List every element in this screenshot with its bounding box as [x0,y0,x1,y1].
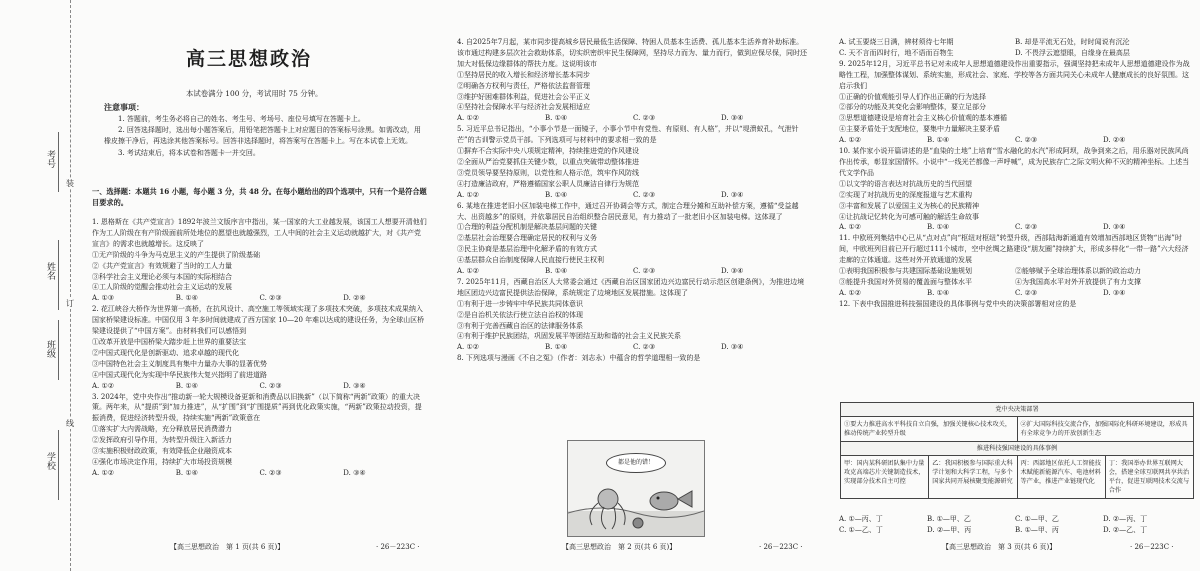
school-label: 学校 [45,452,55,470]
cut-line [70,0,71,571]
table-cell: ②扩大国际科技交流合作，加强国际化科研环境建设，形成具有全球竞争力的开放创新生态 [1020,421,1188,437]
option: D. ③④ [721,343,744,352]
statement: ④让抗战记忆转化为可感可触的解活生命故事 [839,212,979,221]
statement-pair [839,277,1191,288]
option: A. ①② [457,190,480,199]
option: B. ①④ [545,343,568,352]
statement: ②全面从严治党要抓住关键少数，以重点突破带动整体推进 [457,157,639,166]
statement: ①以文学的语言表达对抗战历史的当代回望 [839,179,972,188]
page-code: · 26－223C · [759,543,803,551]
option: C. 天不言而四时行，地不语而百物生 [839,48,954,57]
option: A. ①② [457,343,480,352]
option: B. ①④ [545,267,568,276]
option: A. 试玉要烧三日满，辨材须待七年期 [839,38,954,46]
table-cell: 乙：我国积极参与国际重大科学计划和大科学工程，与多个国家共同开展核聚变能源研究 [929,456,1017,498]
statement: ①落实扩大内需战略，充分释放居民消费潜力 [92,425,232,434]
notice-list [104,114,422,159]
option: C. ②③ [259,294,282,303]
option: D. ③④ [343,468,366,477]
statement: ④为我国高水平对外开放提供了有力支撑 [1015,277,1141,286]
statement: ④中国式现代化为实现中华民族伟大复兴指明了前进道路 [92,370,267,379]
statement: ④工人阶级的觉醒会推动社会主义运动的发展 [92,283,232,292]
table-cell: 丙：西部地区依托人工智能技术赋能新能源汽车、电池材料等产业，推进产业链现代化 [1018,456,1106,498]
question-stem: 6. 某地在推进老旧小区加装电梯工作中，通过召开协调会等方式，制定合理分摊和互助补偿方案，遵循“受益越大、出资越多”的原则，并依靠居民自治组织整合居民意见，有力推动了一批老旧小区加装电梯。这体现了 [457,201,799,221]
statement: ①表明我国积极参与共建国际基础设施规划 [839,267,972,276]
column-2 [457,37,809,364]
statement: ④有利于维护民族团结，巩固发展平等团结互助和谐的社会主义民族关系 [457,332,681,341]
statement: ③有利于完善西藏自治区的法律服务体系 [457,321,583,330]
option: C. ①—乙、丁 [839,525,883,534]
policy-table [840,402,1194,499]
fold-mark: 订 [66,299,74,308]
statement: ③实施积极财政政策，有效降低企业融资成本 [92,447,232,456]
class-label: 班级 [45,340,55,358]
option: C. ②③ [259,468,282,477]
statement: ①坚持居民的收入增长和经济增长基本同步 [457,70,590,79]
answer-options [839,222,1191,233]
option: B. ①④ [927,288,950,297]
statement: ③丰富和发展了以爱国主义为核心的民族精神 [839,201,979,210]
answer-options [839,514,1191,525]
option: C. ②③ [259,381,282,390]
question-stem: 8. 下列选项与漫画《不自之冤》（作者：刘志永）中蕴含的哲学道理相一致的是 [457,354,701,363]
page-title: 高三思想政治 [186,48,313,70]
statement: ②是自治机关依法行使立法自治权的体现 [457,310,583,319]
statement: ③能提升我国对外贸易的覆盖面与整体水平 [839,277,972,286]
option: A. ①② [457,267,480,276]
answer-options [457,190,809,201]
school-line [58,430,59,500]
answer-options [839,525,1191,536]
option: D. ②—甲、丙 [927,525,972,534]
option: D. ②④ [343,294,366,303]
table-header: 党中央决策部署 [841,403,1193,417]
statement: ①无产阶级的斗争为马克思主义的产生提供了阶级基础 [92,250,260,259]
option: A. ①② [839,223,862,232]
column-1 [92,217,427,479]
statement: ②《共产党宣言》有效规避了当时的工人力量 [92,261,232,270]
question-stem: 1. 恩格斯在《共产党宣言》1892年波兰文版序言中指出，某一国家的大工业越发展，该国工人想要开清他们作为工人阶级在有产阶级面前所处地位的愿望也就越强烈，工人中间的社会主义运动就越扩大，对《共产党宣言》的需求也就越增长。这反映了 [92,218,427,248]
table-cell: ①要大力推进高水平科技自立自强，加强关键核心技术攻关，推动传统产业转型升级 [841,417,1018,441]
statement: ①合理的利益分配机制是解决基层问题的关键 [457,223,597,232]
statement: ①改革开放是中国桥梁大踏步赶上世界的重要法宝 [92,337,246,346]
option: D. ②④ [1103,136,1126,145]
notice-title: 注意事项： [104,102,144,112]
column-3 [839,37,1191,310]
option: C. ②③ [633,267,656,276]
statement-pair [839,266,1191,277]
option: A. ①② [839,288,862,297]
option: A. ①② [839,136,862,145]
option: D. 不畏浮云遮望眼，自缘身在最高层 [1015,48,1130,57]
answer-options [839,135,1191,146]
name-line [58,240,59,310]
statement: ③党员领导要坚持原则，以党性和人格示范，筑牢作风防线 [457,168,639,177]
cartoon-illustration [567,440,705,537]
statement: ④强化市场决定作用，持续扩大市场投资规模 [92,457,232,466]
statement: ②明确各方权利与责任，严格依法监督管理 [457,81,590,90]
option: B. ①④ [175,468,198,477]
q12-options [839,514,1191,536]
name-label: 姓名 [45,262,55,280]
answer-options [457,342,809,353]
statement: ④主要矛盾处于支配地位，要集中力量解决主要矛盾 [839,125,1000,134]
option: A. ①② [92,468,115,477]
question-stem: 11. 中欧班列集结中心已从“点对点”向“枢纽对枢纽”转型升级，西部陆海新通道有效增加西部地区货物“出海”时间，中欧班列目前已开行超过111个城市，空中丝绸之路建设“朋友圈”持续扩大，形成多样化“一带一路”六大经济走廊的立体通道。这些对外开放通道的发展 [839,234,1189,265]
answer-options [457,113,809,124]
exam-info: 本试卷满分 100 分，考试用时 75 分钟。 [186,89,323,98]
fold-mark: 线 [66,419,74,428]
option: B. ①④ [175,381,198,390]
option: D. ②—丙、丁 [1103,515,1148,523]
option: B. ①④ [545,190,568,199]
class-line [58,320,59,380]
question-stem: 9. 2025年12月，习近平总书记对未成年人思想道德建设作出重要指示，强调坚持把未成年人思想道德建设作为战略性工程，加强整体谋划、系统实施，形成社会、家庭、学校等各方面共同关心未成年人健康成长的良好氛围。这启示我们 [839,59,1190,90]
statement: ②基层社会治理要合理确定居民的权利与义务 [457,234,597,243]
table-cell: 丁：我国举办世界互联网大会，搭建全球互联网共享共治平台，促进互联网技术交流与合作 [1108,460,1190,494]
option: C. ②③ [633,190,656,199]
table-header: 推进科技强国建设的具体事例 [841,442,1193,456]
statement: ③思想道德建设是培育社会主义核心价值观的基本遵循 [839,114,1007,123]
question-stem: 3. 2024年，党中央作出“推动新一轮大规模设备更新和消费品以旧换新”（以下简称“两新”政策）的重大决策。两年来，从“提质”到“加力推进”，从“扩围”到“扩围提质”再到优化政策实施，“两新”政策拉动投资，提振消费，促进经济转型升级，持续实施“两新”政策意在 [92,392,422,423]
notice-item: 3. 考试结束后，将本试卷和答题卡一并交回。 [118,148,260,157]
answer-options [92,468,427,479]
option: B. ①④ [927,136,950,145]
option: A. ①—丙、丁 [839,515,883,523]
option: C. ②③ [1015,136,1038,145]
page-code: · 26－223C · [1130,543,1174,551]
option: B. ①—甲、乙 [927,515,971,523]
answer-options [92,381,427,392]
option: D. ③④ [1103,223,1126,232]
answer-options [839,288,1191,299]
section-heading: 一、选择题：本题共 16 小题，每小题 3 分，共 48 分。在每小题给出的四个选项中，只有一个是符合题目要求的。 [92,187,427,208]
statement: ③科学社会主义理论必须与本国的实际相结合 [92,272,232,281]
option: D. ③④ [1103,288,1126,297]
answer-options [839,48,1191,59]
statement: ②中国式现代化是创新驱动、追求卓越的现代化 [92,348,239,357]
option: A. ①② [457,114,480,123]
answer-options [839,37,1191,48]
notice-item: 1. 答题前，考生务必将自己的姓名、考生号、考场号、座位号填写在答题卡上。 [118,115,365,123]
statement: ②能够赋予全球治理体系以新的政治动力 [1015,267,1141,276]
answer-options [457,266,809,277]
question-stem: 12. 下表中我国推进科技强国建设的具体事例与党中央的决策部署相对应的是 [839,299,1077,308]
statement: ①有利于进一步铸牢中华民族共同体意识 [457,299,583,308]
statement: ①摒弃不合实际中央八项规定精神，持续推进党的作风建设 [457,147,639,156]
option: A. ①③ [92,294,115,303]
option: C. ②③ [633,343,656,352]
option: D. ③④ [721,114,744,123]
option: B. ①④ [545,114,568,123]
fold-mark: 装 [66,179,74,188]
statement: ②发挥政府引导作用，为转型升级注入新活力 [92,436,232,445]
page-code: · 26－223C · [376,543,420,551]
page-footer: 【高三思想政治 第 1 页(共 6 页)】 [170,543,285,551]
binding-margin [0,0,80,571]
exam-number-line [58,132,59,192]
option: B. ①④ [175,294,198,303]
statement: ③民主协商是基层治理中化解矛盾的有效方式 [457,245,597,254]
statement: ②部分的功能及其变化会影响整体，要立足部分 [839,103,986,112]
statement: ④基层群众自治制度保障人民直接行使民主权利 [457,256,604,265]
option: B. ①④ [927,223,950,232]
question-stem: 7. 2025年11月，西藏自治区人大常委会通过《西藏自治区国家团边兴边富民行动示范区创建条例》，为推进边境地区团边兴边富民提供法治保障，系统规定了边境地区发展措施。这体现了 [457,277,805,297]
option: D. ③④ [343,381,366,390]
option: C. ②③ [1015,223,1038,232]
question-stem: 10. 某作家小说开篇讲述的是“血染的土地”上培育“雪水融化的水汽”形成阿坝，战争到来之后，用乐器对民族风尚作出传承，彰显家国情怀。小说中“一线光芒都像一声呼喊”，成为民族存亡之际文明火种不灭的精神坐标。上述当代文学作品 [839,147,1190,177]
option: B. ①—甲、丙 [1015,525,1059,534]
page-footer: 【高三思想政治 第 3 页(共 6 页)】 [942,543,1057,551]
table-row [841,456,1193,498]
statement: ③维护好困难群体利益，促进社会公平正义 [457,92,590,101]
question-stem: 2. 花江峡谷大桥作为世界第一高桥，在抗风设计、高空施工等领域实现了多项技术突破，多项技术成果纳入国家桥梁建设标准。中国仅用 3 年多时间就建成了西方国家 10—20 年难以达成的建设任务，为全球山区桥梁建设提供了“中国方案”。由材料我们可以感悟到 [92,305,425,336]
page-footer: 【高三思想政治 第 2 页(共 6 页)】 [562,543,677,551]
speech-bubble: 都是他的错！ [606,453,666,473]
statement: ②实现了对抗战历史的深度报道与艺术重构 [839,190,972,199]
table-cell: 甲：国内某科研团队集中力量攻克高端芯片关键制造技术，实现部分技术自主可控 [841,456,929,498]
option: D. ②—乙、丁 [1103,525,1148,534]
option: C. ②③ [1015,288,1038,297]
option: B. 却是平流无石处，时时闻说有沉沦 [1015,38,1130,46]
question-stem: 4. 自2025年7月起，某市同步提高城乡居民最低生活保障、特困人员基本生活费、孤儿基本生活养育补助标准。该市通过构建多层次社会救助体系，切实织密织牢民生保障网，坚持尽力而为、量力而行，做到应保尽保，同时还加大对低保边缘群体的帮扶力度。这说明该市 [457,38,807,68]
notice-item: 2. 回答选择题时，选出每小题答案后，用铅笔把答题卡上对应题目的答案标号涂黑。如需改动，用橡皮擦干净后，再选涂其他答案标号。回答非选择题时，将答案写在答题卡上。写在本试卷上无效。 [104,126,421,146]
statement: ③中国特色社会主义制度具有集中力量办大事的显著优势 [92,359,267,368]
option: C. ②③ [633,114,656,123]
option: C. ①—甲、乙 [1015,515,1059,523]
option: D. ③④ [721,267,744,276]
statement: ①正确的价值观能引导人们作出正确的行为选择 [839,92,986,101]
statement: ④坚持社会保障水平与经济社会发展相适应 [457,103,590,112]
option: D. ③④ [721,190,744,199]
statement: ④打造廉洁政府，严格遵循国家公职人员廉洁自律行为规范 [457,179,639,188]
question-stem: 5. 习近平总书记指出，“小事小节是一面镜子，小事小节中有党性、有原则、有人格”，并以“堤溃蚁孔，气泄针芒”的古训警示党员干部。下列选项可与材料中的要求相一致的是 [457,125,799,145]
option: A. ①② [92,381,115,390]
exam-number-label: 考号 [45,150,55,168]
answer-options [92,293,427,304]
table-row [841,417,1193,442]
